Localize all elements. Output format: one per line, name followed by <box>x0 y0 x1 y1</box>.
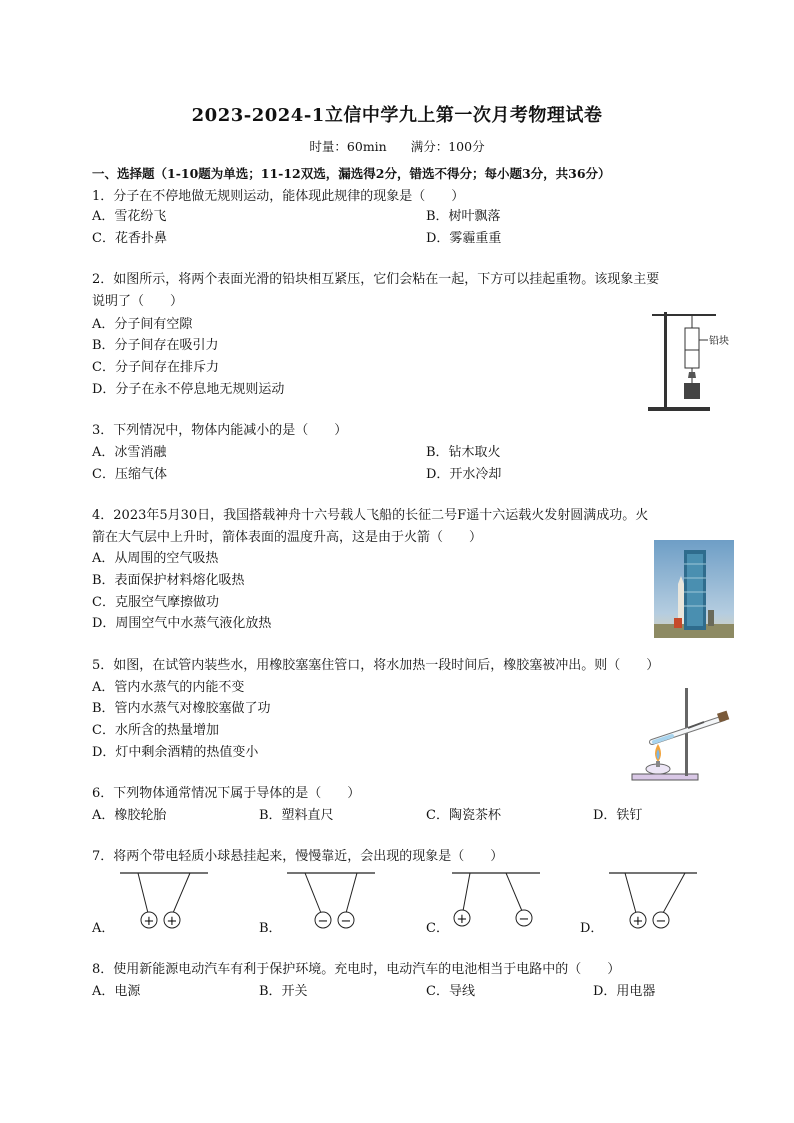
q1-option-c[interactable]: C．花香扑鼻 <box>92 231 167 246</box>
q6-option-b[interactable]: B．塑料直尺 <box>259 808 334 823</box>
q1-option-b[interactable]: B．树叶飘落 <box>426 209 501 224</box>
q1-option-a[interactable]: A．雪花纷飞 <box>92 209 167 224</box>
q8-stem: 8．使用新能源电动汽车有利于保护环境。充电时，电动汽车的电池相当于电路中的（ ） <box>92 962 621 977</box>
q5-stem: 5．如图，在试管内装些水，用橡胶塞塞住管口，将水加热一段时间后，橡胶塞被冲出。则（ ） <box>92 658 660 673</box>
q7c-charge-left: + <box>456 912 468 927</box>
lead-block-figure <box>640 306 740 416</box>
q6-stem: 6．下列物体通常情况下属于导体的是（ ） <box>92 786 361 801</box>
q3-option-b[interactable]: B．钻木取火 <box>426 445 501 460</box>
q5-option-c[interactable]: C．水所含的热量增加 <box>92 723 219 738</box>
q3-option-d[interactable]: D．开水冷却 <box>426 467 502 482</box>
q7-option-c[interactable]: C． <box>426 921 449 936</box>
q4-stem-line1: 4．2023年5月30日，我国搭载神舟十六号载人飞船的长征二号F遥十六运载火发射圆满成功。火 <box>92 508 649 523</box>
q8-option-d[interactable]: D．用电器 <box>593 984 656 999</box>
q2-stem-line1: 2．如图所示，将两个表面光滑的铅块相互紧压，它们会粘在一起，下方可以挂起重物。该现象主要 <box>92 272 660 287</box>
q3-stem: 3．下列情况中，物体内能减小的是（ ） <box>92 423 348 438</box>
q8-option-c[interactable]: C．导线 <box>426 984 475 999</box>
q7c-charge-right: − <box>518 912 530 927</box>
rocket-launch-photo <box>654 540 734 638</box>
q7d-charge-left: + <box>632 914 644 929</box>
q2-option-d[interactable]: D．分子在永不停息地无规则运动 <box>92 382 285 397</box>
q2-option-a[interactable]: A．分子间有空隙 <box>92 317 193 332</box>
q1-option-d[interactable]: D．雾霾重重 <box>426 231 502 246</box>
lead-block-label: 铅块 <box>709 336 729 347</box>
q6-option-a[interactable]: A．橡胶轮胎 <box>92 808 167 823</box>
q7a-charge-right: + <box>166 914 178 929</box>
q4-option-a[interactable]: A．从周围的空气吸热 <box>92 551 219 566</box>
page-title: 2023-2024-1立信中学九上第一次月考物理试卷 <box>191 105 603 126</box>
q6-option-d[interactable]: D．铁钉 <box>593 808 643 823</box>
exam-score: 满分：100分 <box>410 139 485 154</box>
q8-option-b[interactable]: B．开关 <box>259 984 308 999</box>
q4-option-c[interactable]: C．克服空气摩擦做功 <box>92 595 219 610</box>
q7-option-d[interactable]: D． <box>580 921 604 936</box>
q4-option-d[interactable]: D．周围空气中水蒸气液化放热 <box>92 616 272 631</box>
q5-option-b[interactable]: B．管内水蒸气对橡胶塞做了功 <box>92 701 271 716</box>
q7-figure-b <box>285 870 377 932</box>
q4-stem-line2: 箭在大气层中上升时，箭体表面的温度升高，这是由于火箭（ ） <box>92 530 483 545</box>
q4-option-b[interactable]: B．表面保护材料熔化吸热 <box>92 573 245 588</box>
exam-time: 时量：60min <box>309 139 387 154</box>
q7-figure-c <box>450 870 542 932</box>
q7-option-b[interactable]: B． <box>259 921 282 936</box>
section-heading: 一、选择题（1-10题为单选；11-12双选，漏选得2分，错选不得分；每小题3分，共36分） <box>92 166 611 181</box>
q6-option-c[interactable]: C．陶瓷茶杯 <box>426 808 501 823</box>
q2-option-b[interactable]: B．分子间存在吸引力 <box>92 338 219 353</box>
q8-option-a[interactable]: A．电源 <box>92 984 141 999</box>
q7-option-a[interactable]: A． <box>92 921 115 936</box>
q7d-charge-right: − <box>655 914 667 929</box>
q7-figure-d <box>607 870 699 932</box>
q2-option-c[interactable]: C．分子间存在排斥力 <box>92 360 219 375</box>
q7a-charge-left: + <box>143 914 155 929</box>
test-tube-heating-figure <box>628 684 738 784</box>
exam-meta <box>0 137 794 155</box>
q3-option-a[interactable]: A．冰雪消融 <box>92 445 167 460</box>
q7b-charge-left: − <box>317 914 329 929</box>
q2-stem-line2: 说明了（ ） <box>92 294 184 309</box>
q1-stem: 1．分子在不停地做无规则运动，能体现此规律的现象是（ ） <box>92 189 465 204</box>
q7-figure-a <box>118 870 210 932</box>
q5-option-d[interactable]: D．灯中剩余酒精的热值变小 <box>92 745 259 760</box>
q3-option-c[interactable]: C．压缩气体 <box>92 467 167 482</box>
q7-stem: 7．将两个带电轻质小球悬挂起来，慢慢靠近，会出现的现象是（ ） <box>92 849 504 864</box>
q5-option-a[interactable]: A．管内水蒸气的内能不变 <box>92 680 245 695</box>
q7b-charge-right: − <box>340 914 352 929</box>
